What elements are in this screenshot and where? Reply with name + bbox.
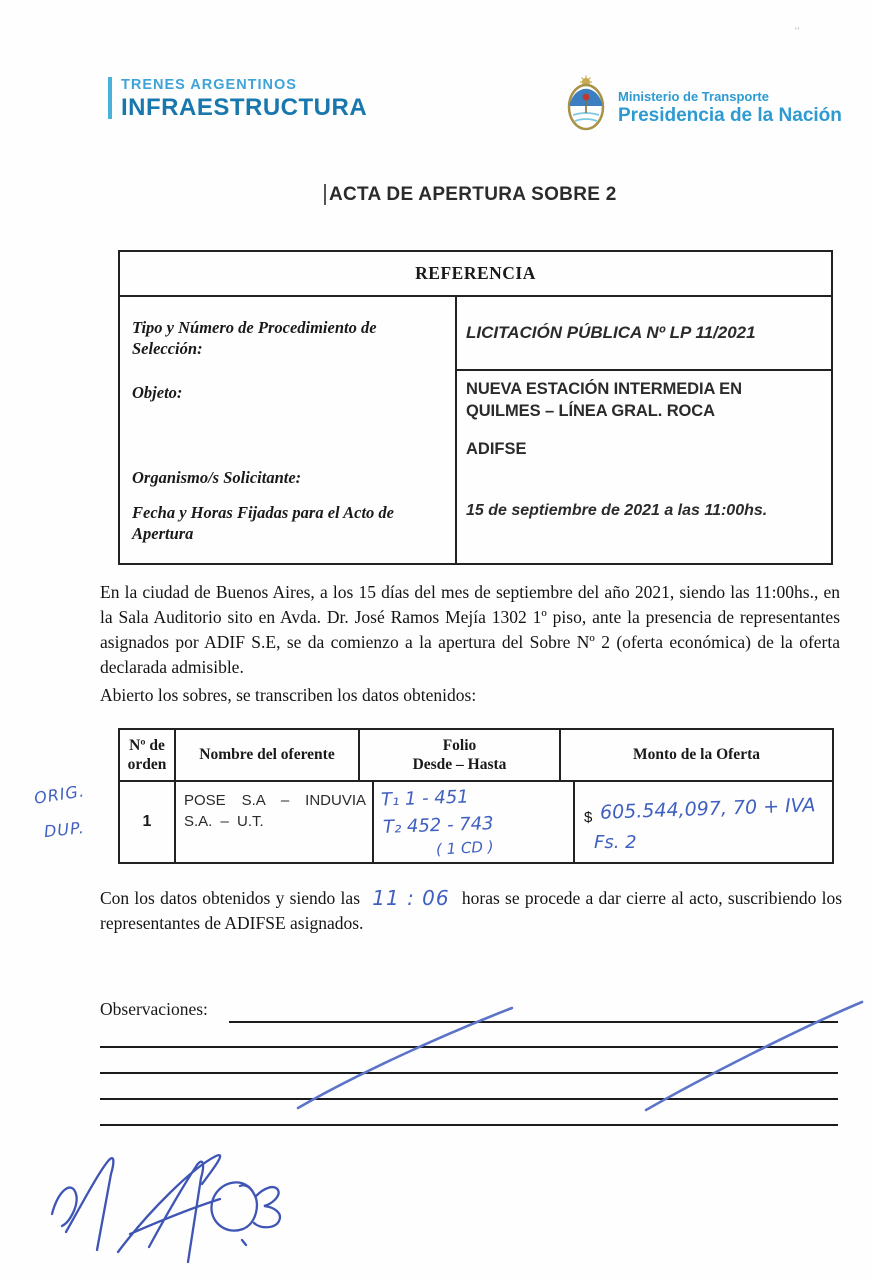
brand-line2: INFRAESTRUCTURA: [121, 94, 368, 121]
opening-paragraph: En la ciudad de Buenos Aires, a los 15 días del mes de septiembre del año 2021, siendo las 11:00hs., en la Sala Auditorio sito en Avda. Dr. José Ramos Mejía 1302 1º piso, ante la presencia de representantes asignados por ADIF S.E, se da comienzo a la apertura del Sobre Nº 2 (oferta económica) de la oferta declarada admisible.: [100, 582, 840, 677]
brand-bar-decoration: [108, 77, 112, 119]
closing-text-after: horas se procede a dar cierre al acto, suscribiendo los representantes de ADIFSE asignados.: [100, 888, 843, 933]
value-fecha-apertura: 15 de septiembre de 2021 a las 11:00hs.: [466, 501, 768, 519]
value-adifse: ADIFSE: [466, 439, 527, 458]
reference-values-column: [457, 297, 831, 563]
transcription-intro: Abierto los sobres, se transcriben los datos obtenidos:: [100, 685, 477, 705]
observations-line-2: [100, 1046, 838, 1048]
label-organismo: Organismo/s Solicitante:: [132, 468, 302, 487]
signature-3: [211, 1182, 280, 1245]
observations-line-3: [100, 1072, 838, 1074]
offer-table-header-row: [120, 730, 832, 782]
header-numero-orden: Nº de orden: [120, 730, 176, 780]
label-fecha-apertura: Fecha y Horas Fijadas para el Acto de Apertura: [132, 503, 395, 544]
margin-note-orig: ORIG.: [32, 781, 87, 808]
trenes-argentinos-logo: [108, 77, 367, 122]
handwritten-folio-t2: T₂ 452 - 743: [382, 813, 494, 838]
cell-folio: [374, 782, 575, 862]
header-folio: Folio Desde – Hasta: [360, 730, 561, 780]
header-nombre-oferente: Nombre del oferente: [176, 730, 360, 780]
label-objeto: Objeto:: [132, 383, 183, 402]
scan-artifact-mark: '': [795, 26, 801, 36]
value-procedimiento: LICITACIÓN PÚBLICA Nº LP 11/2021: [457, 297, 831, 371]
observations-line-4: [100, 1098, 838, 1100]
handwritten-amount: 605.544,097, 70 + IVA: [599, 794, 816, 824]
reference-labels-column: [120, 297, 457, 563]
offer-table: [118, 728, 834, 864]
handwritten-fojas: Fs. 2: [594, 832, 637, 853]
ministry-line2: Presidencia de la Nación: [618, 104, 842, 126]
label-procedimiento: Tipo y Número de Procedimiento de Selección:: [132, 318, 377, 359]
signature-2: [118, 1155, 220, 1262]
reference-table-header: REFERENCIA: [120, 252, 831, 297]
currency-sign: $: [584, 809, 593, 826]
signature-1: [52, 1158, 113, 1250]
signatures: [52, 1155, 280, 1262]
handwritten-time: 11 : 06: [372, 886, 450, 910]
coat-of-arms-icon: [563, 75, 609, 140]
closing-text-before: Con los datos obtenidos y siendo las: [100, 888, 360, 908]
observations-line-5: [100, 1124, 838, 1126]
crossout-strokes: [298, 1002, 862, 1110]
handwritten-folio-cd: ( 1 CD ): [435, 837, 495, 859]
text-cursor-artifact: [324, 184, 326, 205]
observations-label: Observaciones:: [100, 999, 208, 1019]
page-title: ACTA DE APERTURA SOBRE 2: [329, 184, 617, 205]
value-objeto: NUEVA ESTACIÓN INTERMEDIA EN QUILMES – LÍNEA GRAL. ROCA: [466, 380, 742, 421]
reference-table: [118, 250, 833, 565]
offer-table-data-row: [120, 782, 832, 862]
closing-paragraph: [100, 886, 842, 936]
brand-line1: TRENES ARGENTINOS: [121, 77, 297, 93]
header-monto-oferta: Monto de la Oferta: [633, 746, 760, 764]
cell-offeror-name: POSE S.A – INDUVIA S.A. – U.T.: [176, 782, 374, 862]
handwritten-folio-t1: T₁ 1 - 451: [380, 786, 470, 811]
cell-order-number: 1: [120, 782, 176, 862]
ministry-logo: [563, 75, 842, 140]
margin-note-dup: DUP.: [43, 817, 86, 842]
observations-line-1: [229, 1021, 838, 1023]
ministry-line1: Ministerio de Transporte: [618, 88, 769, 104]
cell-monto: [575, 782, 832, 862]
